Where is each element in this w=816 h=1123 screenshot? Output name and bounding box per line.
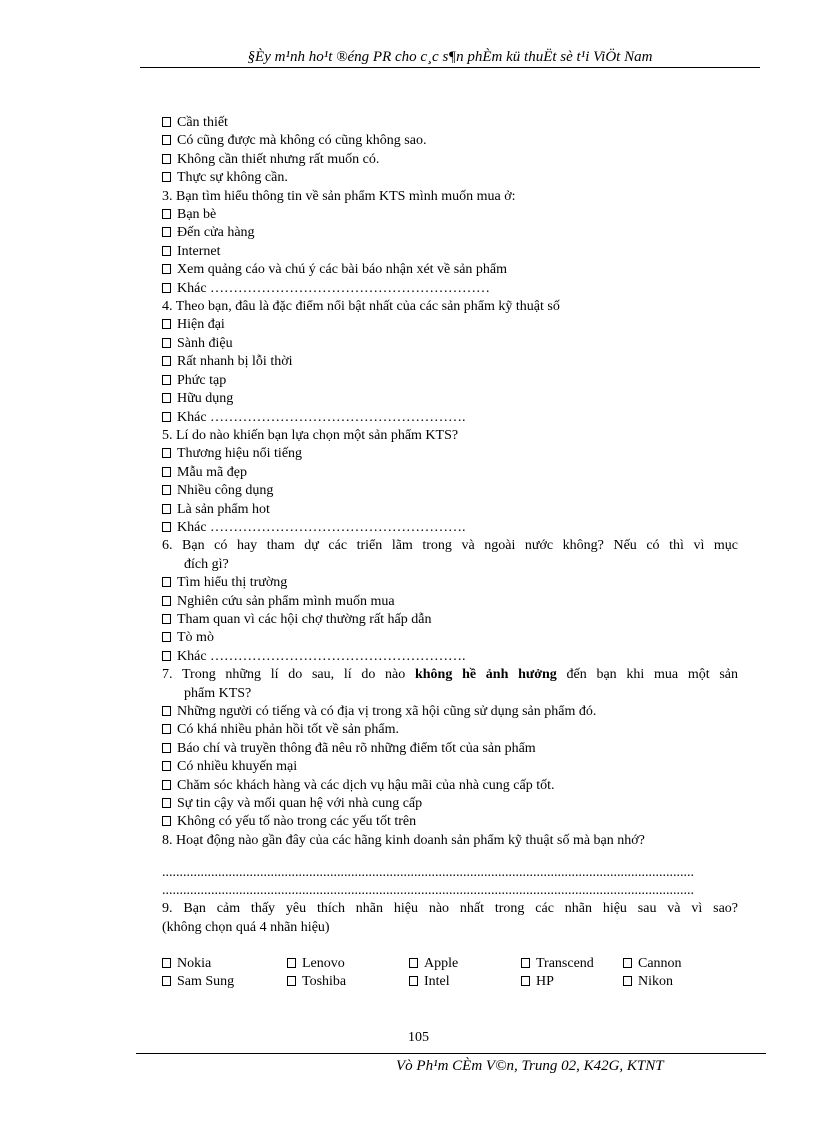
question-7-emphasis: không hề ảnh hưởng xyxy=(414,667,557,683)
question-7-line2: phẩm KTS? xyxy=(184,685,252,701)
checkbox-option[interactable] xyxy=(162,206,738,224)
option-label: Tham quan vì các hội chợ thường rất hấp dẫn xyxy=(177,611,432,627)
question-4-text: 4. Theo bạn, đâu là đặc điểm nổi bật nhất của các sản phẩm kỹ thuật số xyxy=(162,299,560,315)
checkbox-icon[interactable] xyxy=(162,154,171,164)
brand-option[interactable] xyxy=(409,955,521,973)
option-label: Sự tin cậy và mối quan hệ với nhà cung cấp xyxy=(177,796,423,812)
brand-label: Sam Sung xyxy=(177,974,235,990)
option-label: Có cũng được mà không có cũng không sao. xyxy=(177,133,427,149)
checkbox-icon[interactable] xyxy=(162,958,171,968)
question-6-line1: 6. Bạn có hay tham dự các triển lãm trong và ngoài nước không? Nếu có thì vì mục xyxy=(162,538,738,554)
header-divider xyxy=(140,67,760,68)
checkbox-icon[interactable] xyxy=(162,319,171,329)
brand-row-2 xyxy=(162,973,738,991)
checkbox-option[interactable] xyxy=(162,409,738,427)
checkbox-icon[interactable] xyxy=(162,356,171,366)
answer-fill-line[interactable]: ........................................................................................................................................................ xyxy=(162,883,694,899)
checkbox-icon[interactable] xyxy=(409,958,418,968)
checkbox-option[interactable] xyxy=(162,390,738,408)
checkbox-icon[interactable] xyxy=(162,522,171,532)
option-label: Bạn bè xyxy=(177,207,217,223)
brand-label: Cannon xyxy=(638,956,682,972)
checkbox-icon[interactable] xyxy=(162,246,171,256)
checkbox-option[interactable] xyxy=(162,169,738,187)
checkbox-icon[interactable] xyxy=(162,724,171,734)
checkbox-option[interactable] xyxy=(162,114,738,132)
checkbox-option[interactable] xyxy=(162,280,738,298)
option-label: Đến cửa hàng xyxy=(177,225,255,241)
question-6-line2: đích gì? xyxy=(184,556,229,572)
option-label: Có nhiều khuyến mại xyxy=(177,759,298,775)
checkbox-option[interactable] xyxy=(162,335,738,353)
checkbox-icon[interactable] xyxy=(162,976,171,986)
spacer xyxy=(162,937,738,955)
checkbox-option[interactable] xyxy=(162,316,738,334)
brand-label: Toshiba xyxy=(302,974,347,990)
question-9-line1: 9. Bạn cảm thấy yêu thích nhãn hiệu nào nhất trong các nhãn hiệu sau và vì sao? xyxy=(162,901,738,917)
option-label: Cần thiết xyxy=(177,115,228,130)
checkbox-icon[interactable] xyxy=(409,976,418,986)
checkbox-icon[interactable] xyxy=(623,958,632,968)
checkbox-option[interactable] xyxy=(162,777,738,795)
answer-fill-line[interactable]: ........................................................................................................................................................ xyxy=(162,865,694,881)
page-number: 105 xyxy=(408,1030,429,1045)
option-label: Thương hiệu nổi tiếng xyxy=(177,446,303,462)
checkbox-icon[interactable] xyxy=(287,976,296,986)
checkbox-option[interactable] xyxy=(162,721,738,739)
checkbox-icon[interactable] xyxy=(162,448,171,458)
brand-option[interactable] xyxy=(287,955,409,973)
brand-label: Lenovo xyxy=(302,956,345,972)
checkbox-icon[interactable] xyxy=(287,958,296,968)
checkbox-icon[interactable] xyxy=(162,706,171,716)
checkbox-icon[interactable] xyxy=(162,798,171,808)
option-label: Tò mò xyxy=(177,630,214,646)
checkbox-icon[interactable] xyxy=(162,412,171,422)
checkbox-icon[interactable] xyxy=(162,632,171,642)
brand-option[interactable] xyxy=(623,973,723,991)
checkbox-icon[interactable] xyxy=(162,117,171,127)
brand-option[interactable] xyxy=(409,973,521,991)
option-label: Phức tạp xyxy=(177,372,227,388)
question-8-text: 8. Hoạt động nào gần đây của các hãng kinh doanh sản phẩm kỹ thuật số mà bạn nhớ? xyxy=(162,832,645,848)
brand-option[interactable] xyxy=(287,973,409,991)
checkbox-icon[interactable] xyxy=(162,375,171,385)
checkbox-icon[interactable] xyxy=(162,614,171,624)
option-label: Khác ………………………………………………. xyxy=(177,519,466,535)
checkbox-option[interactable] xyxy=(162,372,738,390)
page-header-title: §Èy m¹nh ho¹t ®éng PR cho c¸c s¶n phÈm kü thuËt sè t¹i ViÖt Nam xyxy=(247,49,653,65)
brand-option[interactable] xyxy=(162,973,287,991)
checkbox-icon[interactable] xyxy=(162,283,171,293)
brand-label: HP xyxy=(536,974,554,990)
option-label: Khác ………………………………………………. xyxy=(177,648,466,664)
option-label: Có khá nhiều phản hồi tốt về sản phẩm. xyxy=(177,722,400,738)
question-7-line1 xyxy=(162,666,738,684)
option-label: Xem quảng cáo và chú ý các bài báo nhận xét về sản phẩm xyxy=(177,262,508,278)
checkbox-option[interactable] xyxy=(162,703,738,721)
checkbox-option[interactable] xyxy=(162,740,738,758)
checkbox-option[interactable] xyxy=(162,464,738,482)
brand-label: Intel xyxy=(424,974,450,990)
checkbox-option[interactable] xyxy=(162,132,738,150)
checkbox-icon[interactable] xyxy=(162,227,171,237)
brand-label: Apple xyxy=(424,956,459,972)
option-label: Hữu dụng xyxy=(177,391,234,407)
checkbox-icon[interactable] xyxy=(162,393,171,403)
checkbox-icon[interactable] xyxy=(162,577,171,587)
brand-option[interactable] xyxy=(521,973,623,991)
option-label: Nghiên cứu sản phẩm mình muốn mua xyxy=(177,593,395,609)
question-9-line2: (không chọn quá 4 nhãn hiệu) xyxy=(162,919,330,935)
checkbox-option[interactable] xyxy=(162,224,738,242)
brand-label: Transcend xyxy=(536,956,594,972)
option-label: Thực sự không cần. xyxy=(177,170,288,186)
checkbox-option[interactable] xyxy=(162,758,738,776)
checkbox-option[interactable] xyxy=(162,574,738,592)
option-label: Hiện đại xyxy=(177,317,225,333)
checkbox-icon[interactable] xyxy=(162,172,171,182)
checkbox-icon[interactable] xyxy=(521,958,530,968)
option-label: Không cần thiết nhưng rất muốn có. xyxy=(177,151,380,167)
checkbox-icon[interactable] xyxy=(162,743,171,753)
question-7-prefix: 7. Trong những lí do sau, lí do nào xyxy=(162,667,415,683)
checkbox-option[interactable] xyxy=(162,813,738,831)
checkbox-icon[interactable] xyxy=(162,209,171,219)
option-label: Khác …………………………………………………… xyxy=(177,280,491,296)
spacer xyxy=(162,850,738,864)
checkbox-option[interactable] xyxy=(162,648,738,666)
checkbox-option[interactable] xyxy=(162,795,738,813)
checkbox-icon[interactable] xyxy=(162,467,171,477)
option-label: Báo chí và truyền thông đã nêu rõ những điểm tốt của sản phẩm xyxy=(177,740,536,756)
checkbox-icon[interactable] xyxy=(162,485,171,495)
survey-content xyxy=(162,114,738,992)
question-3-text: 3. Bạn tìm hiểu thông tin về sản phẩm KTS mình muốn mua ở: xyxy=(162,188,516,204)
brand-label: Nikon xyxy=(638,974,673,990)
checkbox-option[interactable] xyxy=(162,151,738,169)
brand-option[interactable] xyxy=(162,955,287,973)
checkbox-icon[interactable] xyxy=(162,504,171,514)
option-label: Không có yếu tố nào trong các yếu tốt trên xyxy=(177,814,417,830)
checkbox-icon[interactable] xyxy=(162,338,171,348)
option-label: Internet xyxy=(177,243,221,259)
checkbox-option[interactable] xyxy=(162,261,738,279)
checkbox-icon[interactable] xyxy=(162,651,171,661)
option-label: Nhiều công dụng xyxy=(177,483,274,499)
option-label: Những người có tiếng và có địa vị trong xã hội cũng sử dụng sản phẩm đó. xyxy=(177,704,597,719)
checkbox-option[interactable] xyxy=(162,519,738,537)
option-label: Tìm hiểu thị trường xyxy=(177,575,288,591)
checkbox-option[interactable] xyxy=(162,629,738,647)
brand-label: Nokia xyxy=(177,956,212,972)
question-7-suffix: đến bạn khi mua một sản xyxy=(556,667,738,683)
brand-option[interactable] xyxy=(623,955,723,973)
brand-row-1 xyxy=(162,955,738,973)
checkbox-option[interactable] xyxy=(162,501,738,519)
checkbox-option[interactable] xyxy=(162,445,738,463)
checkbox-icon[interactable] xyxy=(162,816,171,826)
checkbox-icon[interactable] xyxy=(521,976,530,986)
option-label: Là sản phẩm hot xyxy=(177,501,270,517)
option-label: Chăm sóc khách hàng và các dịch vụ hậu mãi của nhà cung cấp tốt. xyxy=(177,777,555,793)
option-label: Sành điệu xyxy=(177,335,233,351)
checkbox-option[interactable] xyxy=(162,611,738,629)
checkbox-icon[interactable] xyxy=(623,976,632,986)
question-5-text: 5. Lí do nào khiến bạn lựa chọn một sản phẩm KTS? xyxy=(162,427,459,443)
footer-author: Vò Ph¹m CÈm V©n, Trung 02, K42G, KTNT xyxy=(396,1058,664,1074)
checkbox-icon[interactable] xyxy=(162,264,171,274)
brand-option[interactable] xyxy=(521,955,623,973)
option-label: Mẫu mã đẹp xyxy=(177,464,247,480)
checkbox-option[interactable] xyxy=(162,243,738,261)
checkbox-icon[interactable] xyxy=(162,135,171,145)
checkbox-icon[interactable] xyxy=(162,761,171,771)
option-label: Rất nhanh bị lỗi thời xyxy=(177,354,293,370)
footer-divider xyxy=(136,1053,766,1054)
checkbox-option[interactable] xyxy=(162,482,738,500)
checkbox-icon[interactable] xyxy=(162,780,171,790)
option-label: Khác ………………………………………………. xyxy=(177,409,466,425)
checkbox-icon[interactable] xyxy=(162,596,171,606)
checkbox-option[interactable] xyxy=(162,593,738,611)
checkbox-option[interactable] xyxy=(162,353,738,371)
